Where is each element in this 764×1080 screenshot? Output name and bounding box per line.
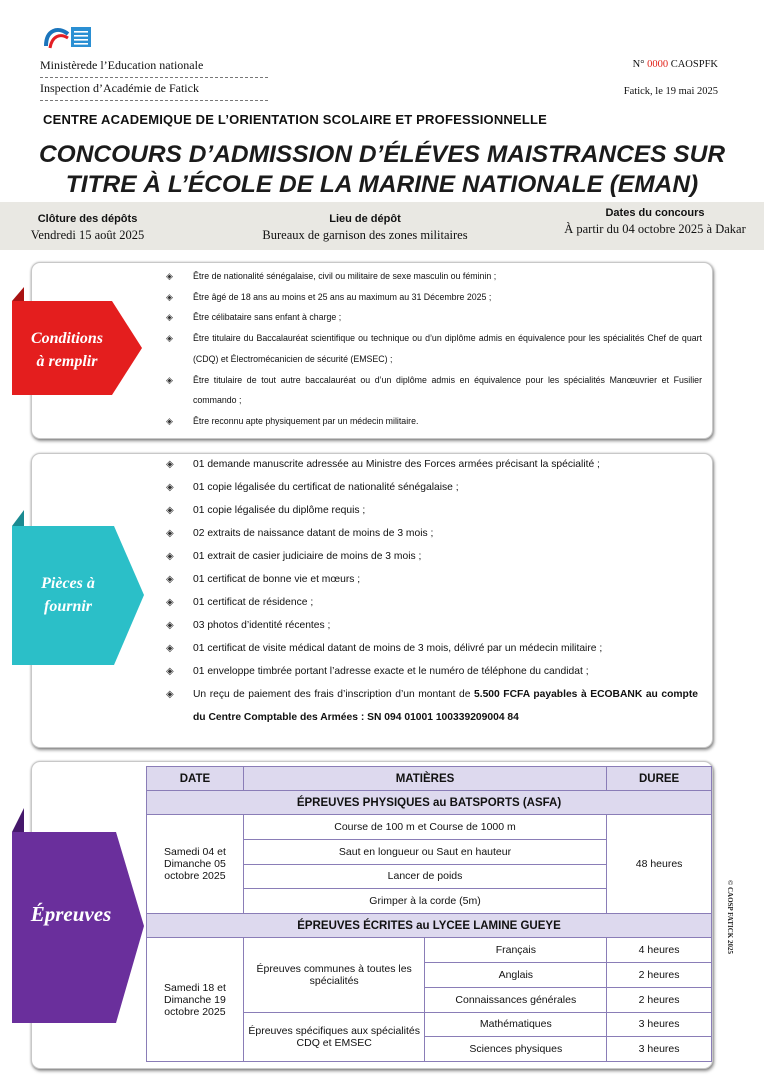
written-specific-label: Épreuves spécifiques aux spécialités CDQ et EMSEC — [243, 1012, 425, 1062]
ministry-logo-icon — [44, 24, 94, 50]
diamond-bullet-icon: ◈ — [166, 333, 173, 344]
epreuves-tab — [12, 808, 144, 1023]
list-item: ◈ 01 copie légalisée du diplôme requis ; — [166, 499, 698, 522]
diamond-bullet-icon: ◈ — [166, 551, 174, 562]
pieces-tab-line2: fournir — [43, 598, 93, 615]
subject-cell: Connaissances générales — [425, 987, 607, 1012]
payment-item: ◈ Un reçu de paiement des frais d’inscription d’un montant de 5.500 FCFA payables à ECOBANK au compte du Centre Comptable des Armées : SN 094 01001 100339209004 84 — [166, 683, 698, 729]
payment-details: 5.500 FCFA payables à ECOBANK au compte du Centre Comptable des Armées : SN 094 01001 100339209004 84 — [193, 689, 698, 723]
duration-cell: 2 heures — [607, 962, 712, 987]
duration-cell: 4 heures — [607, 938, 712, 963]
written-common-label: Épreuves communes à toutes les spécialités — [243, 938, 425, 1012]
list-item: ◈ Être célibataire sans enfant à charge ; — [166, 307, 702, 328]
list-item: ◈ Être titulaire de tout autre baccalauréat ou d’un diplôme admis en équivalence pour les spécialités Manœuvrier et Fusilier commando ; — [166, 370, 702, 411]
diamond-bullet-icon: ◈ — [166, 528, 174, 539]
section-row — [147, 791, 712, 815]
diamond-bullet-icon: ◈ — [166, 312, 173, 323]
place-date: Fatick, le 19 mai 2025 — [623, 86, 718, 97]
header-matieres: MATIÈRES — [243, 767, 606, 791]
physical-section-title: ÉPREUVES PHYSIQUES au BATSPORTS (ASFA) — [147, 791, 712, 815]
closing-info: Clôture des dépôts Vendredi 15 août 2025 — [30, 213, 145, 242]
written-date: Samedi 18 et Dimanche 19 octobre 2025 — [147, 938, 244, 1062]
table-header-row — [147, 767, 712, 791]
diamond-bullet-icon: ◈ — [166, 271, 173, 281]
list-item: ◈ 01 demande manuscrite adressée au Ministre des Forces armées précisant la spécialité ; — [166, 453, 698, 476]
dates-info: Dates du concours À partir du 04 octobre 2025 à Dakar — [564, 207, 746, 236]
subject-cell: Anglais — [425, 962, 607, 987]
subject-cell: Sciences physiques — [425, 1037, 607, 1062]
copyright-notice: © CAOSP FATICK 2025 — [726, 880, 734, 955]
duration-cell: 3 heures — [607, 1037, 712, 1062]
physical-item: Lancer de poids — [243, 864, 606, 889]
place-info: Lieu de dépôt Bureaux de garnison des zones militaires — [262, 213, 468, 242]
pieces-tab — [12, 510, 144, 665]
written-section-title: ÉPREUVES ÉCRITES au LYCEE LAMINE GUEYE — [147, 914, 712, 938]
duration-cell: 3 heures — [607, 1012, 712, 1037]
header-duree: DUREE — [607, 767, 712, 791]
duration-cell: 2 heures — [607, 987, 712, 1012]
list-item: ◈ 03 photos d’identité récentes ; — [166, 614, 698, 637]
table-row — [147, 938, 712, 963]
diamond-bullet-icon: ◈ — [166, 666, 174, 677]
diamond-bullet-icon: ◈ — [166, 415, 173, 426]
diamond-bullet-icon: ◈ — [166, 459, 174, 470]
page-title: CONCOURS D’ADMISSION D’ÉLÉVES MAISTRANCES SUR TITRE À L’ÉCOLE DE LA MARINE NATIONALE (EMAN) — [38, 141, 726, 198]
diamond-bullet-icon: ◈ — [166, 689, 174, 700]
physical-item: Saut en longueur ou Saut en hauteur — [243, 839, 606, 864]
centre-name: CENTRE ACADEMIQUE DE L’ORIENTATION SCOLAIRE ET PROFESSIONNELLE — [43, 112, 548, 127]
list-item: ◈ 01 certificat de résidence ; — [166, 591, 698, 614]
document-number: N° 0000 CAOSPFK — [632, 59, 718, 70]
list-item: ◈ Être âgé de 18 ans au moins et 25 ans au maximum au 31 Décembre 2025 ; — [166, 287, 702, 308]
diamond-bullet-icon: ◈ — [166, 574, 174, 585]
pieces-tab-line1: Pièces à — [41, 575, 95, 592]
diamond-bullet-icon: ◈ — [166, 374, 173, 385]
list-item: ◈ 01 copie légalisée du certificat de nationalité sénégalaise ; — [166, 476, 698, 499]
list-item: ◈ Être titulaire du Baccalauréat scientifique ou technique ou d’un diplôme admis en équivalence pour les spécialités Chef de quart (CDQ) et Électromécanicien de sécurité (EMSEC) ; — [166, 328, 702, 369]
conditions-list — [166, 266, 702, 432]
diamond-bullet-icon: ◈ — [166, 620, 174, 631]
info-band — [0, 202, 764, 250]
header-date: DATE — [147, 767, 244, 791]
diamond-bullet-icon: ◈ — [166, 291, 173, 302]
epreuves-tab-label: Épreuves — [30, 902, 112, 926]
list-item: ◈ 01 enveloppe timbrée portant l’adresse exacte et le numéro de téléphone du candidat ; — [166, 660, 698, 683]
list-item: ◈ 01 certificat de bonne vie et mœurs ; — [166, 568, 698, 591]
physical-item: Grimper à la corde (5m) — [243, 889, 606, 914]
list-item: ◈ 01 certificat de visite médical datant de moins de 3 mois, délivré par un médecin militaire ; — [166, 637, 698, 660]
physical-date: Samedi 04 et Dimanche 05 octobre 2025 — [147, 815, 244, 914]
conditions-tab-line1: Conditions — [30, 330, 104, 347]
conditions-tab-line2: à remplir — [36, 353, 98, 370]
list-item: ◈ 02 extraits de naissance datant de moins de 3 mois ; — [166, 522, 698, 545]
section-row — [147, 914, 712, 938]
list-item: ◈ 01 extrait de casier judiciaire de moins de 3 mois ; — [166, 545, 698, 568]
ministry-name: Ministèrede l’Education nationale — [40, 58, 268, 78]
physical-duration: 48 heures — [607, 815, 712, 914]
epreuves-table — [146, 766, 712, 1062]
subject-cell: Mathématiques — [425, 1012, 607, 1037]
diamond-bullet-icon: ◈ — [166, 505, 174, 516]
diamond-bullet-icon: ◈ — [166, 597, 174, 608]
diamond-bullet-icon: ◈ — [166, 482, 174, 493]
table-row — [147, 815, 712, 840]
physical-item: Course de 100 m et Course de 1000 m — [243, 815, 606, 840]
subject-cell: Français — [425, 938, 607, 963]
list-item: ◈ Être reconnu apte physiquement par un médecin militaire. — [166, 411, 702, 432]
pieces-list — [166, 453, 698, 729]
inspection-name: Inspection d’Académie de Fatick — [40, 81, 268, 101]
diamond-bullet-icon: ◈ — [166, 643, 174, 654]
conditions-tab — [12, 287, 142, 395]
list-item: ◈ Être de nationalité sénégalaise, civil ou militaire de sexe masculin ou féminin ; — [166, 266, 702, 287]
